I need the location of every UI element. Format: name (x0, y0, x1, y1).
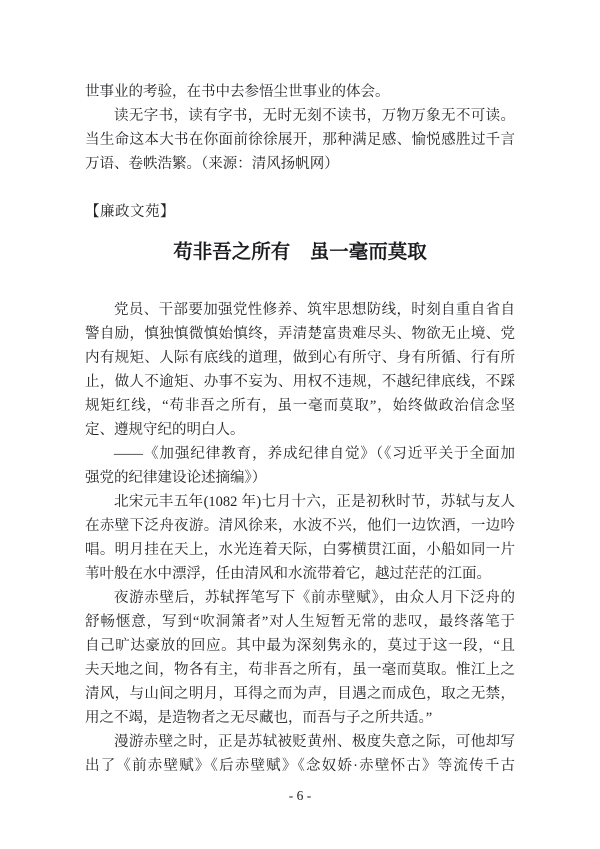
text-line: 出了《前赤壁赋》《后赤壁赋》《念奴娇·赤壁怀古》等流传千古 (85, 758, 515, 774)
text-line: 世事业的考验，在书中去参悟尘世事业的体会。 (85, 84, 390, 100)
text-line: 警自励，慎独慎微慎始慎终，弄清楚富贵难尽头、物欲无止境、党 (85, 326, 515, 342)
text-line: 读无字书，读有字书，无时无刻不读书，万物万象无不可读。 (114, 108, 515, 124)
text-line: 党员、干部要加强党性修养、筑牢思想防线，时刻自重自省自 (114, 302, 515, 318)
text-line: 漫游赤壁之时，正是苏轼被贬黄州、极度失意之际，可他却写 (114, 734, 515, 750)
blank-line (85, 176, 515, 200)
text-line: 规矩红线，“苟非吾之所有，虽一毫而莫取”，始终做政治信念坚 (85, 398, 515, 414)
text-line: ——《加强纪律教育，养成纪律自觉》（《习近平关于全面加 (114, 446, 515, 462)
text-line: 在赤壁下泛舟夜游。清风徐来，水波不兴，他们一边饮酒，一边吟 (85, 518, 515, 534)
text-line: 内有规矩、人际有底线的道理，做到心有所守、身有所循、行有所 (85, 350, 515, 366)
document-body (85, 80, 515, 778)
text-line: 夫天地之间，物各有主，苟非吾之所有，虽一毫而莫取。惟江上之 (85, 662, 515, 678)
article-title: 苟非吾之所有 虽一毫而莫取 (173, 242, 427, 263)
text-line: 定、遵规守纪的明白人。 (85, 422, 245, 438)
text-line: 用之不竭，是造物者之无尽藏也，而吾与子之所共适。” (85, 710, 433, 726)
text-line: 唱。明月挂在天上，水光连着天际，白雾横贯江面，小船如同一片 (85, 542, 515, 558)
text-line: 夜游赤壁后，苏轼挥笔写下《前赤壁赋》，由众人月下泛舟的 (114, 590, 515, 606)
text-line: 北宋元丰五年(1082 年)七月十六，正是初秋时节，苏轼与友人 (114, 494, 515, 510)
text-line: 止，做人不逾矩、办事不妄为、用权不违规，不越纪律底线，不踩 (85, 374, 515, 390)
text-line: 强党的纪律建设论述摘编》） (85, 470, 267, 486)
page-number: - 6 - (288, 788, 312, 803)
text-line: 当生命这本大书在你面前徐徐展开，那种满足感、愉悦感胜过千言 (85, 132, 515, 148)
section-header: 【廉政文苑】 (85, 204, 175, 220)
text-line: 苇叶般在水中漂浮，任由清风和水流带着它，越过茫茫的江面。 (85, 566, 491, 582)
text-line: 万语、卷帙浩繁。（来源：清风扬帆网） (85, 156, 339, 172)
text-line: 舒畅惬意，写到“吹洞箫者”对人生短暂无常的悲叹，最终落笔于 (85, 614, 515, 630)
text-line: 清风，与山间之明月，耳得之而为声，目遇之而成色，取之无禁， (85, 686, 515, 702)
text-line: 自己旷达豪放的回应。其中最为深刻隽永的，莫过于这一段，“且 (85, 638, 515, 654)
